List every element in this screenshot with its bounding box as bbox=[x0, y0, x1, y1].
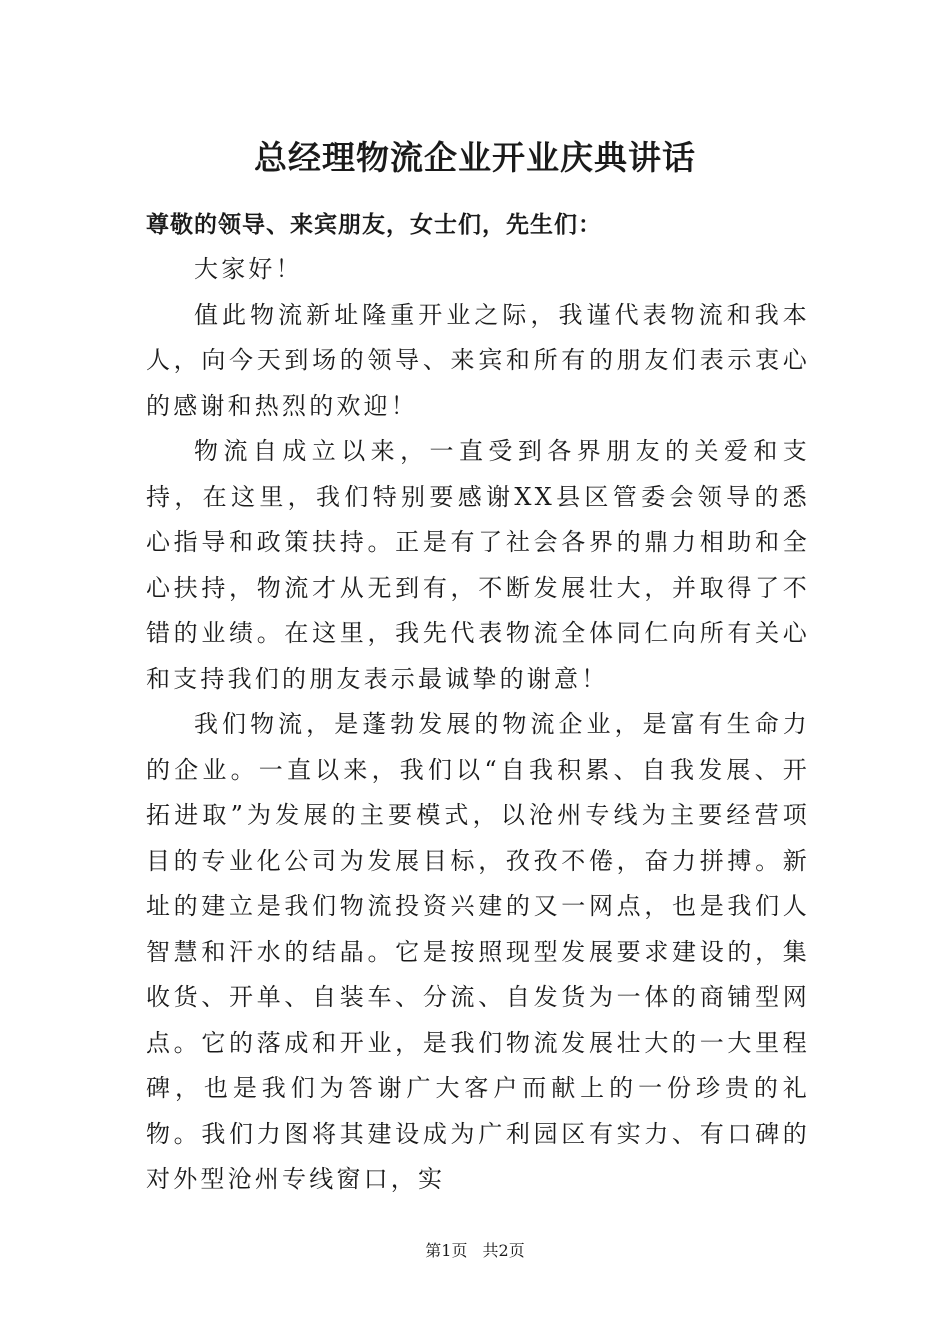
document-body bbox=[146, 247, 810, 1203]
page-total: 共2页 bbox=[482, 1241, 525, 1260]
salutation: 尊敬的领导、来宾朋友，女士们，先生们： bbox=[146, 211, 602, 238]
paragraph-thanks: 物流自成立以来，一直受到各界朋友的关爱和支持，在这里，我们特别要感谢XX县区管委会领导的悉心指导和政策扶持。正是有了社会各界的鼎力相助和全心扶持，物流才从无到有，不断发展壮大，并取得了不错的业绩。在这里，我先代表物流全体同仁向所有关心和支持我们的朋友表示最诚挚的谢意！ bbox=[146, 437, 810, 693]
page-number: 第1页 bbox=[425, 1241, 468, 1260]
document-title: 总经理物流企业开业庆典讲话 bbox=[254, 138, 696, 177]
paragraph-greeting: 大家好！ bbox=[194, 255, 303, 283]
paragraph-welcome: 值此物流新址隆重开业之际，我谨代表物流和我本人，向今天到场的领导、来宾和所有的朋友们表示衷心的感谢和热烈的欢迎！ bbox=[146, 300, 810, 420]
page-footer bbox=[0, 1239, 950, 1263]
paragraph-company: 我们物流，是蓬勃发展的物流企业，是富有生命力的企业。一直以来，我们以“自我积累、自我发展、开拓进取”为发展的主要模式，以沧州专线为主要经营项目的专业化公司为发展目标，孜孜不倦，奋力拼搏。新址的建立是我们物流投资兴建的又一网点，也是我们人智慧和汗水的结晶。它是按照现型发展要求建设的，集收货、开单、自装车、分流、自发货为一体的商铺型网点。它的落成和开业，是我们物流发展壮大的一大里程碑，也是我们为答谢广大客户而献上的一份珍贵的礼物。我们力图将其建设成为广利园区有实力、有口碑的对外型沧州专线窗口，实 bbox=[146, 710, 810, 1193]
